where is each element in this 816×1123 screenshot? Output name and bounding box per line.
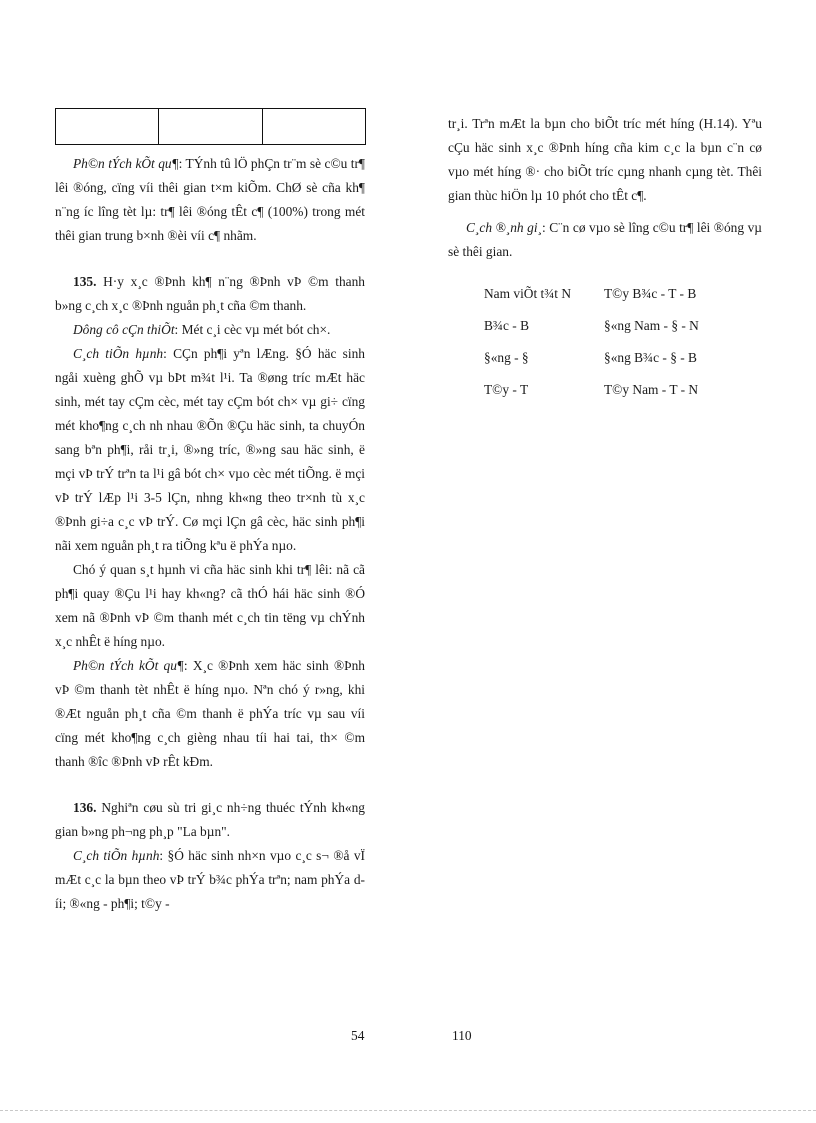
paragraph-continuation — [448, 112, 762, 208]
list-item — [484, 342, 744, 374]
direction-right: T©y Nam - T - N — [604, 382, 699, 397]
right-column — [448, 112, 762, 406]
table-row — [56, 109, 366, 145]
page-number-left: 54 — [351, 1028, 365, 1043]
direction-right: T©y B¾c - T - B — [604, 286, 697, 301]
paragraph-text: : CÇn ph¶i yªn lÆng. §Ó häc sinh ngåi xuèng ghÕ vµ bÞt m¾t l¹i. Ta ®øng tríc mÆt häc sinh, mét tay cÇm cèc, mét tay cÇm bót ch× vµ gi÷ cïng mét kho¶ng c¸ch nh nhau ®Õn ®Çu häc sinh, ta chuyÓn sang bªn ph¶i, råi tr¸i, ®»ng tríc, ®»ng sau häc sinh, ë mçi vÞ trÝ trªn ta l¹i gâ bót ch× vµo cèc mét tiÕng. ë mçi vÞ trÝ lÆp l¹i 3-5 lÇn, nhng kh«ng theo tr×nh tù x¸c ®Þnh gi÷a c¸c vÞ trÝ. Cø mçi lÇn gâ cèc, häc sinh ph¶i nãi xem nguån ph¸t ra tiÕng kªu ë phÝa nµo. — [55, 346, 365, 553]
paragraph-evaluation — [448, 216, 762, 264]
direction-abbreviations — [484, 278, 744, 406]
table-cell — [262, 109, 365, 145]
page-fold-line — [0, 1110, 816, 1111]
section-label: C¸ch tiÕn hµnh — [73, 848, 160, 863]
exercise-title: Nghiªn cøu sù tri gi¸c nh÷ng thuéc tÝnh kh«ng gian b»ng ph¬ng ph¸p "La bµn". — [55, 800, 365, 839]
paragraph-note — [55, 558, 365, 654]
list-item — [484, 310, 744, 342]
direction-left: §«ng - § — [484, 350, 529, 365]
section-label: Ph©n tÝch kÕt qu¶ — [73, 658, 184, 673]
page-number-right: 110 — [452, 1028, 472, 1043]
list-item — [484, 374, 744, 406]
paragraph-procedure-135 — [55, 342, 365, 558]
paragraph-text: : C¨n cø vµo sè lîng c©u tr¶ lêi ®óng vµ sè thêi gian. — [448, 220, 762, 259]
direction-left: B¾c - B — [484, 318, 530, 333]
table-cell — [159, 109, 262, 145]
exercise-number: 135. — [73, 274, 97, 289]
paragraph-tools — [55, 318, 365, 342]
section-label: C¸ch tiÕn hµnh — [73, 346, 164, 361]
exercise-136 — [55, 796, 365, 844]
paragraph-text: : TÝnh tû lÖ phÇn tr¨m sè c©u tr¶ lêi ®óng, cïng víi thêi gian t×m kiÕm. ChØ sè cña kh¶ n¨ng íc lîng tèt lµ: tr¶ lêi ®óng tÊt c¶ (100%) trong mét thêi gian trung b×nh ®èi víi c¶ nhãm. — [55, 156, 366, 243]
direction-left: T©y - T — [484, 382, 529, 397]
direction-right: §«ng Nam - § - N — [604, 318, 699, 333]
section-label: Dông cô cÇn thiÕt — [73, 322, 175, 337]
paragraph-procedure-136 — [55, 844, 365, 916]
table-cell — [56, 109, 159, 145]
section-label: C¸ch ®¸nh gi¸ — [466, 220, 542, 235]
paragraph-text: Chó ý quan s¸t hµnh vi cña häc sinh khi tr¶ lêi: nã cã ph¶i quay ®Çu l¹i hay kh«ng? cã thÓ hái häc sinh ®Ó xem nã ®Þnh vÞ ©m thanh mét c¸ch tin tëng vµ chÝnh x¸c nhÊt ë híng nµo. — [55, 562, 365, 649]
paragraph-analysis-2 — [55, 654, 365, 774]
left-column — [55, 152, 365, 916]
direction-right: §«ng B¾c - § - B — [604, 350, 697, 365]
list-item — [484, 278, 744, 310]
exercise-number: 136. — [73, 800, 97, 815]
paragraph-text: : X¸c ®Þnh xem häc sinh ®Þnh vÞ ©m thanh tèt nhÊt ë híng nµo. Nªn chó ý r»ng, khi ®Æt nguån ph¸t cña ©m thanh ë phÝa tríc vµ sau víi cïng mét kho¶ng c¸ch gièng nhau tíi hai tai, th× ©m thanh ®îc ®Þnh vÞ rÊt kÐm. — [55, 658, 365, 769]
paragraph-text: : Mét c¸i cèc vµ mét bót ch×. — [174, 322, 331, 337]
exercise-title: H·y x¸c ®Þnh kh¶ n¨ng ®Þnh vÞ ©m thanh b»ng c¸ch x¸c ®Þnh nguån ph¸t cña ©m thanh. — [55, 274, 365, 313]
direction-left: Nam viÕt t¾t N — [484, 286, 572, 301]
section-label: Ph©n tÝch kÕt qu¶ — [73, 156, 179, 171]
exercise-135 — [55, 270, 365, 318]
paragraph-text: tr¸i. Trªn mÆt la bµn cho biÕt tríc mét híng (H.14). Yªu cÇu häc sinh x¸c ®Þnh híng cña kim c¸c la bµn c¨n cø vµo mét híng ®· cho biÕt tríc cµng nhanh cµng tèt. Thêi gian thùc hiÖn lµ 10 phót cho tÊt c¶. — [448, 116, 762, 203]
paragraph-analysis-1 — [55, 152, 365, 248]
paragraph-text: : §Ó häc sinh nh×n vµo c¸c s¬ ®å vÏ mÆt c¸c la bµn theo vÞ trÝ b¾c phÝa trªn; nam phÝa díi; ®«ng - ph¶i; t©y - — [55, 848, 365, 911]
table-fragment — [55, 108, 366, 145]
